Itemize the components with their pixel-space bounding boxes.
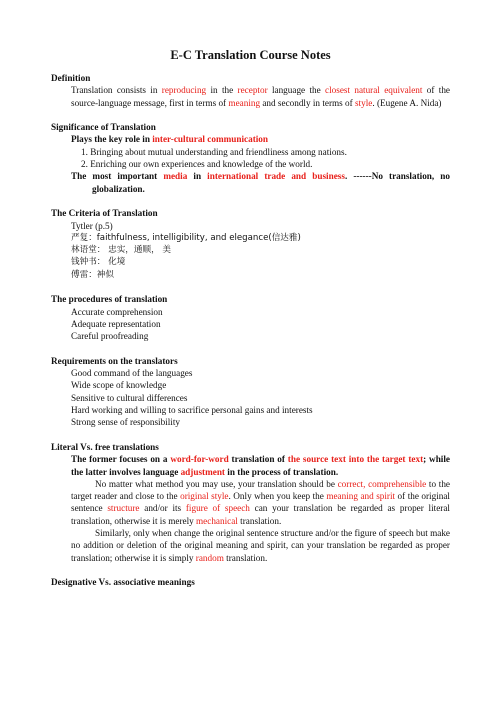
list-item: Careful proofreading: [71, 331, 149, 342]
text-run: The most important: [71, 171, 164, 182]
list-item: Adequate representation: [71, 318, 161, 329]
list-item: Good command of the languages: [71, 368, 193, 379]
significance-item-1: 1. Bringing about mutual understanding and friendliness among nations.: [81, 146, 347, 157]
highlight-reproducing: reproducing: [161, 85, 207, 96]
highlight-international-trade: international trade and business: [207, 171, 345, 182]
literal-method-paragraph: [51, 478, 450, 527]
text-run: Plays the key role in: [71, 134, 153, 145]
text-run: translation.: [223, 552, 268, 563]
section-heading-criteria: The Criteria of Translation: [51, 208, 158, 219]
text-run: of the original sentence: [71, 491, 450, 514]
section-heading-significance: Significance of Translation: [51, 122, 156, 133]
highlight-original-style: original style: [180, 491, 229, 502]
page-title: E-C Translation Course Notes: [170, 48, 331, 62]
highlight-closest-natural-equivalent: closest natural equivalent: [325, 85, 423, 96]
list-item: Hard working and willing to sacrifice personal gains and interests: [71, 405, 313, 416]
criteria-line-fulei: 傅雷：神似: [71, 269, 114, 280]
highlight-style: style: [354, 97, 373, 108]
list-item: Strong sense of responsibility: [71, 417, 180, 428]
highlight-structure: structure: [107, 503, 140, 514]
text-run: in: [187, 171, 208, 182]
significance-item-2: 2. Enriching our own experiences and knowledge of the world.: [81, 159, 313, 170]
text-run: in the: [206, 85, 238, 96]
section-heading-definition: Definition: [51, 73, 91, 83]
text-run: translation of: [228, 454, 288, 465]
highlight-media: media: [163, 171, 188, 182]
definition-paragraph: [51, 84, 450, 109]
text-run: translation.: [237, 515, 282, 526]
literal-similarly-paragraph: [51, 527, 450, 564]
text-run: and secondly in terms of: [260, 97, 355, 108]
highlight-meaning: meaning: [228, 97, 261, 108]
text-run: ; while the latter involves language: [71, 454, 450, 477]
text-run: to the target reader and close to the: [71, 478, 450, 502]
text-run: can your translation be regarded as proper literal translation, otherwise it is merely: [71, 503, 450, 526]
text-run: in the process of translation.: [225, 466, 339, 477]
text-run: and/or its: [139, 503, 186, 514]
list-item: Sensitive to cultural differences: [71, 392, 188, 403]
significance-media: [51, 170, 450, 195]
highlight-random: random: [195, 552, 224, 563]
highlight-receptor: receptor: [237, 85, 268, 96]
list-item: Accurate comprehension: [71, 306, 163, 317]
section-heading-designative: Designative Vs. associative meanings: [51, 577, 195, 588]
criteria-line-linyutang: 林语堂： 忠实，通顺， 美: [71, 245, 171, 256]
highlight-inter-cultural: inter-cultural communication: [152, 134, 269, 145]
criteria-line-yanfu: 严复：faithfulness, intelligibility, and elegance(信达雅): [71, 232, 301, 243]
text-run: Similarly, only when change the original sentence structure and/or the figure of speech but make no addition or deletion of the original meaning and spirit, can your translation be regarded as proper translation; otherwise it is simply: [71, 527, 450, 563]
significance-key-role: [51, 133, 450, 145]
section-heading-requirements: Requirements on the translators: [51, 355, 178, 366]
text-run: of the source-language message, first in terms of: [71, 85, 451, 108]
highlight-figure-of-speech: figure of speech: [185, 503, 250, 514]
list-item: Wide scope of knowledge: [71, 380, 167, 391]
literal-bold-paragraph: [51, 453, 450, 478]
section-heading-procedures: The procedures of translation: [51, 294, 168, 305]
text-run: language the: [267, 85, 326, 96]
text-run: . ------No translation, no globalization.: [92, 171, 450, 194]
text-run: . (Eugene A. Nida): [372, 97, 442, 108]
highlight-meaning-spirit: meaning and spirit: [326, 491, 396, 502]
section-heading-literal-free: Literal Vs. free translations: [51, 441, 159, 452]
criteria-line-qianzhongshu: 钱钟书： 化境: [71, 257, 126, 268]
text-run: No matter what method you may use, your translation should be: [95, 478, 338, 489]
highlight-mechanical: mechanical: [196, 515, 238, 526]
highlight-correct: correct, comprehensible: [337, 478, 427, 489]
text-run: Translation consists in: [71, 85, 162, 96]
text-run: The former focuses on a: [71, 454, 171, 465]
text-run: . Only when you keep the: [228, 491, 327, 502]
criteria-line-tytler: Tytler (p.5): [71, 220, 113, 231]
highlight-word-for-word: word-for-word: [170, 454, 229, 465]
highlight-source-target: the source text into the target text: [287, 454, 424, 465]
highlight-adjustment: adjustment: [180, 466, 225, 477]
